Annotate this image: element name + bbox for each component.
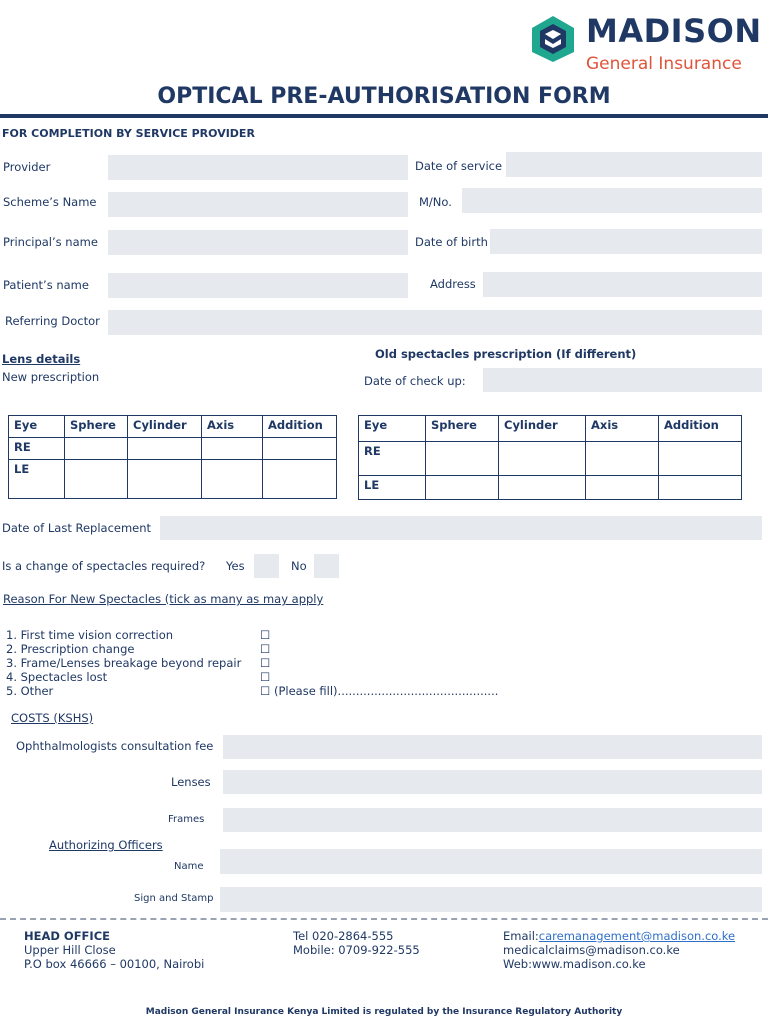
date-of-checkup-label: Date of check up: xyxy=(364,374,466,388)
member-number-label: M/No. xyxy=(419,195,452,209)
table-row xyxy=(359,442,742,476)
row-label-re: RE xyxy=(359,442,426,476)
le-axis-cell[interactable] xyxy=(202,460,263,499)
yes-label: Yes xyxy=(226,559,245,573)
le-addition-cell[interactable] xyxy=(263,460,337,499)
frames-label: Frames xyxy=(168,814,205,825)
address-label: Address xyxy=(430,277,476,291)
date-of-service-field[interactable] xyxy=(506,152,762,177)
re-axis-cell[interactable] xyxy=(202,438,263,460)
lens-details-heading: Lens details xyxy=(2,352,81,366)
change-required-question: Is a change of spectacles required? xyxy=(2,559,206,573)
checkbox-prescription-change[interactable]: ☐ xyxy=(260,642,271,656)
table-row xyxy=(9,438,337,460)
mobile-number: Mobile: 0709-922-555 xyxy=(293,943,420,957)
member-number-field[interactable] xyxy=(462,188,762,213)
list-item: 3. Frame/Lenses breakage beyond repair xyxy=(6,656,242,670)
logo-tagline: General Insurance xyxy=(586,54,742,74)
old-le-axis-cell[interactable] xyxy=(586,476,659,500)
header-cylinder: Cylinder xyxy=(128,416,202,438)
scheme-name-field[interactable] xyxy=(108,192,408,217)
reason-heading: Reason For New Spectacles (tick as many as may apply xyxy=(3,592,324,606)
footer-divider xyxy=(0,918,768,920)
reason-checkboxes xyxy=(260,628,498,698)
reason-list xyxy=(6,628,241,698)
old-prescription-heading: Old spectacles prescription (If different) xyxy=(375,347,637,361)
title-divider xyxy=(0,114,768,118)
table-row xyxy=(359,476,742,500)
officer-name-label: Name xyxy=(174,861,204,872)
no-label: No xyxy=(291,559,307,573)
row-label-le: LE xyxy=(359,476,426,500)
date-last-replacement-label: Date of Last Replacement xyxy=(2,521,152,535)
head-office-address1: Upper Hill Close xyxy=(24,943,116,957)
sign-stamp-label: Sign and Stamp xyxy=(134,893,214,904)
yes-box[interactable] xyxy=(254,554,279,578)
consultation-fee-label: Ophthalmologists consultation fee xyxy=(16,739,214,753)
referring-doctor-label: Referring Doctor xyxy=(5,314,100,328)
header-cylinder: Cylinder xyxy=(499,416,586,442)
header-eye: Eye xyxy=(9,416,65,438)
tel-number: Tel 020-2864-555 xyxy=(293,929,394,943)
head-office-title: HEAD OFFICE xyxy=(24,929,110,943)
checkbox-lost[interactable]: ☐ xyxy=(260,670,271,684)
list-item: 1. First time vision correction xyxy=(6,628,174,642)
old-re-cylinder-cell[interactable] xyxy=(499,442,586,476)
head-office-address2: P.O box 46666 – 00100, Nairobi xyxy=(24,957,205,971)
old-re-axis-cell[interactable] xyxy=(586,442,659,476)
re-addition-cell[interactable] xyxy=(263,438,337,460)
costs-heading: COSTS (KSHS) xyxy=(11,711,94,725)
checkbox-first-time[interactable]: ☐ xyxy=(260,628,271,642)
list-item: 5. Other xyxy=(6,684,54,698)
header-sphere: Sphere xyxy=(65,416,128,438)
email-link[interactable]: caremanagement@madison.co.ke xyxy=(538,929,736,943)
header-eye: Eye xyxy=(359,416,426,442)
website: Web:www.madison.co.ke xyxy=(503,957,646,971)
re-cylinder-cell[interactable] xyxy=(128,438,202,460)
header-axis: Axis xyxy=(202,416,263,438)
sign-stamp-field[interactable] xyxy=(220,887,762,912)
footer-head-office xyxy=(24,929,204,971)
scheme-name-label: Scheme’s Name xyxy=(3,195,97,209)
patient-name-label: Patient’s name xyxy=(3,278,89,292)
provider-section-heading: FOR COMPLETION BY SERVICE PROVIDER xyxy=(2,127,255,140)
provider-label: Provider xyxy=(3,160,51,174)
logo-wordmark: MADISON xyxy=(586,12,762,50)
patient-name-field[interactable] xyxy=(108,273,408,298)
date-of-checkup-field[interactable] xyxy=(483,368,762,392)
lenses-field[interactable] xyxy=(223,770,762,794)
date-last-replacement-field[interactable] xyxy=(160,516,762,540)
header-addition: Addition xyxy=(263,416,337,438)
claims-email: medicalclaims@madison.co.ke xyxy=(503,943,680,957)
principal-name-label: Principal’s name xyxy=(3,235,98,249)
old-le-addition-cell[interactable] xyxy=(659,476,742,500)
madison-logo-icon xyxy=(528,14,578,64)
date-of-birth-label: Date of birth xyxy=(415,235,488,249)
footer-contacts xyxy=(503,929,735,971)
old-le-sphere-cell[interactable] xyxy=(426,476,499,500)
old-le-cylinder-cell[interactable] xyxy=(499,476,586,500)
table-row xyxy=(9,460,337,499)
old-re-sphere-cell[interactable] xyxy=(426,442,499,476)
table-header-row xyxy=(9,416,337,438)
date-of-service-label: Date of service xyxy=(415,159,503,173)
header-addition: Addition xyxy=(659,416,742,442)
no-box[interactable] xyxy=(314,554,339,578)
referring-doctor-field[interactable] xyxy=(108,310,762,335)
row-label-re: RE xyxy=(9,438,65,460)
checkbox-breakage[interactable]: ☐ xyxy=(260,656,271,670)
new-prescription-table xyxy=(8,415,337,499)
officer-name-field[interactable] xyxy=(220,849,762,874)
form-title: OPTICAL PRE-AUTHORISATION FORM xyxy=(157,84,611,109)
authorizing-officers-heading: Authorizing Officers xyxy=(49,838,163,852)
le-cylinder-cell[interactable] xyxy=(128,460,202,499)
email-label: Email: xyxy=(503,929,539,943)
old-re-addition-cell[interactable] xyxy=(659,442,742,476)
checkbox-other[interactable]: ☐ (Please fill)............................................ xyxy=(260,684,499,698)
list-item: 4. Spectacles lost xyxy=(6,670,108,684)
footer-phones xyxy=(293,929,420,957)
header-sphere: Sphere xyxy=(426,416,499,442)
lenses-label: Lenses xyxy=(171,775,211,789)
row-label-le: LE xyxy=(9,460,65,499)
consultation-fee-field[interactable] xyxy=(223,735,762,759)
re-sphere-cell[interactable] xyxy=(65,438,128,460)
table-header-row xyxy=(359,416,742,442)
email-line xyxy=(503,929,735,943)
date-of-birth-field[interactable] xyxy=(490,229,762,254)
provider-field[interactable] xyxy=(108,155,408,180)
old-prescription-table xyxy=(358,415,742,500)
frames-field[interactable] xyxy=(223,808,762,832)
principal-name-field[interactable] xyxy=(108,230,408,255)
address-field[interactable] xyxy=(483,272,762,297)
le-sphere-cell[interactable] xyxy=(65,460,128,499)
regulatory-notice: Madison General Insurance Kenya Limited is regulated by the Insurance Regulatory Authority xyxy=(145,1007,623,1017)
list-item: 2. Prescription change xyxy=(6,642,135,656)
new-prescription-label: New prescription xyxy=(2,370,100,384)
header-axis: Axis xyxy=(586,416,659,442)
